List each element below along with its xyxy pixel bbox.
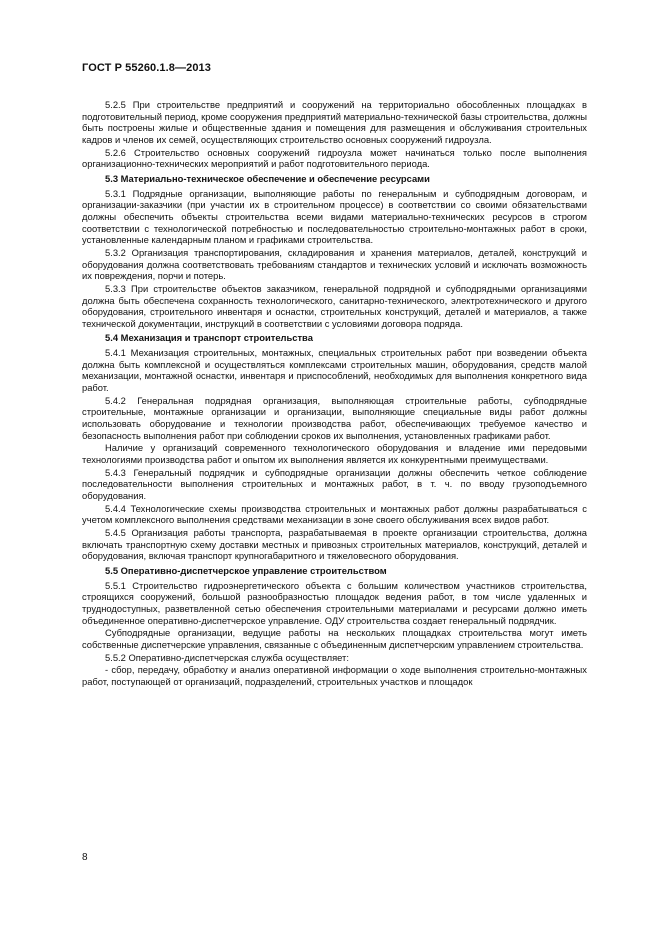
document-code-header: ГОСТ Р 55260.1.8—2013 xyxy=(82,62,211,74)
paragraph-subcontractors: Субподрядные организации, ведущие работы на нескольких площадках строительства могут иметь собственные диспетчерские управления, связанные с объединенным диспетчерским управлением строительства. xyxy=(82,627,587,650)
paragraph-5-3-3: 5.3.3 При строительстве объектов заказчиком, генеральной подрядной и субподрядными организациями должна быть обеспечена сохранность технологического, санитарно-технического, электротехнического и другого оборудования, строительного инвентаря и оснастки, строительных конструкций, деталей и материалов, а также технической документации, инструкций в соответствии с условиями договора подряда. xyxy=(82,282,587,329)
section-heading-5-3: 5.3 Материально-техническое обеспечение и обеспечение ресурсами xyxy=(105,172,430,184)
paragraph-5-5-1: 5.5.1 Строительство гидроэнергетического объекта с большим количеством участников строительства, строящихся сооружений, большой разнообразностью площадок ведения работ, в том числе удаленных и труднодоступных, разветвленной сетью обеспечения строительными материалами и ресурсами должно иметь объединенное оперативно-диспетчерское управление. ОДУ строительства создает генеральный подрядчик. xyxy=(82,579,587,626)
paragraph-5-4-1: 5.4.1 Механизация строительных, монтажных, специальных строительных работ при возведении объекта должна быть комплексной и осуществляться комплексами строительных машин, оборудования, средств малой механизации, монтажной оснастки, инвентаря и приспособлений, необходимых для выполнения конкретного вида работ. xyxy=(82,347,587,394)
document-body xyxy=(82,99,587,688)
paragraph-5-4-3: 5.4.3 Генеральный подрядчик и субподрядные организации должны обеспечить четкое соблюдение последовательности выполнения строительных и монтажных работ, в т. ч. по вводу грузоподъемного оборудования. xyxy=(82,466,587,501)
section-heading-5-4: 5.4 Механизация и транспорт строительства xyxy=(105,332,313,344)
paragraph-technology-advantage: Наличие у организаций современного технологического оборудования и владение ими передовыми технологиями производства работ и опытом их выполнения является их конкурентными преимуществами. xyxy=(82,442,587,466)
list-item-data-collection: - сбор, передачу, обработку и анализ оперативной информации о ходе выполнения строительно-монтажных работ, поступающей от организаций, подразделений, строительных участков и площадок xyxy=(82,664,587,687)
paragraph-5-4-2: 5.4.2 Генеральная подрядная организация, выполняющая строительные работы, субподрядные строительные, монтажные организации и организации, выполняющие специальные виды работ должны использовать оборудование и технологии производства работ, обеспечивающих требуемое качество и безопасность выполнения работ при соблюдении сроков их выполнения, установленных графиками работ. xyxy=(82,394,587,441)
paragraph-5-2-5: 5.2.5 При строительстве предприятий и сооружений на территориально обособленных площадках в подготовительный период, кроме сооружения предприятий материально-технической базы строительства, должны быть построены жилые и общественные здания и помещения для размещения и обслуживания строительных кадров и членов их семей, осуществляющих строительство основных сооружений гидроузла. xyxy=(82,99,587,145)
section-heading-5-5: 5.5 Оперативно-диспетчерское управление строительством xyxy=(105,564,387,576)
paragraph-5-5-2: 5.5.2 Оперативно-диспетчерская служба осуществляет: xyxy=(105,651,349,663)
paragraph-5-3-2: 5.3.2 Организация транспортирования, складирования и хранения материалов, деталей, конструкций и оборудования должна соответствовать требованиям стандартов и технических условий и исключать возможность их повреждения, порчи и потерь. xyxy=(82,246,587,282)
paragraph-5-2-6: 5.2.6 Строительство основных сооружений гидроузла может начинаться только после выполнения организационно-технических мероприятий и работ подготовительного периода. xyxy=(82,146,587,170)
page-number: 8 xyxy=(82,852,88,863)
paragraph-5-3-1: 5.3.1 Подрядные организации, выполняющие работы по генеральным и субподрядным договорам, и организации-заказчики (при участии их в строительном процессе) в соответствии со своими обязательствами должны обеспечить объекты строительства всеми видами материально-технических ресурсов в строгом соответствии с технологической потребностью и последовательностью строительно-монтажных работ в сроки, установленные календарным планом и графиками строительства. xyxy=(82,187,587,246)
paragraph-5-4-5: 5.4.5 Организация работы транспорта, разрабатываемая в проекте организации строительства, должна включать транспортную схему доставки местных и привозных строительных материалов, конструкций, деталей и оборудования, включая транспорт крупногабаритного и тяжеловесного оборудования. xyxy=(82,526,587,562)
paragraph-5-4-4: 5.4.4 Технологические схемы производства строительных и монтажных работ должны разрабатываться с учетом комплексного выполнения средствами механизации в зоне своего обслуживания всех видов работ. xyxy=(82,502,587,526)
